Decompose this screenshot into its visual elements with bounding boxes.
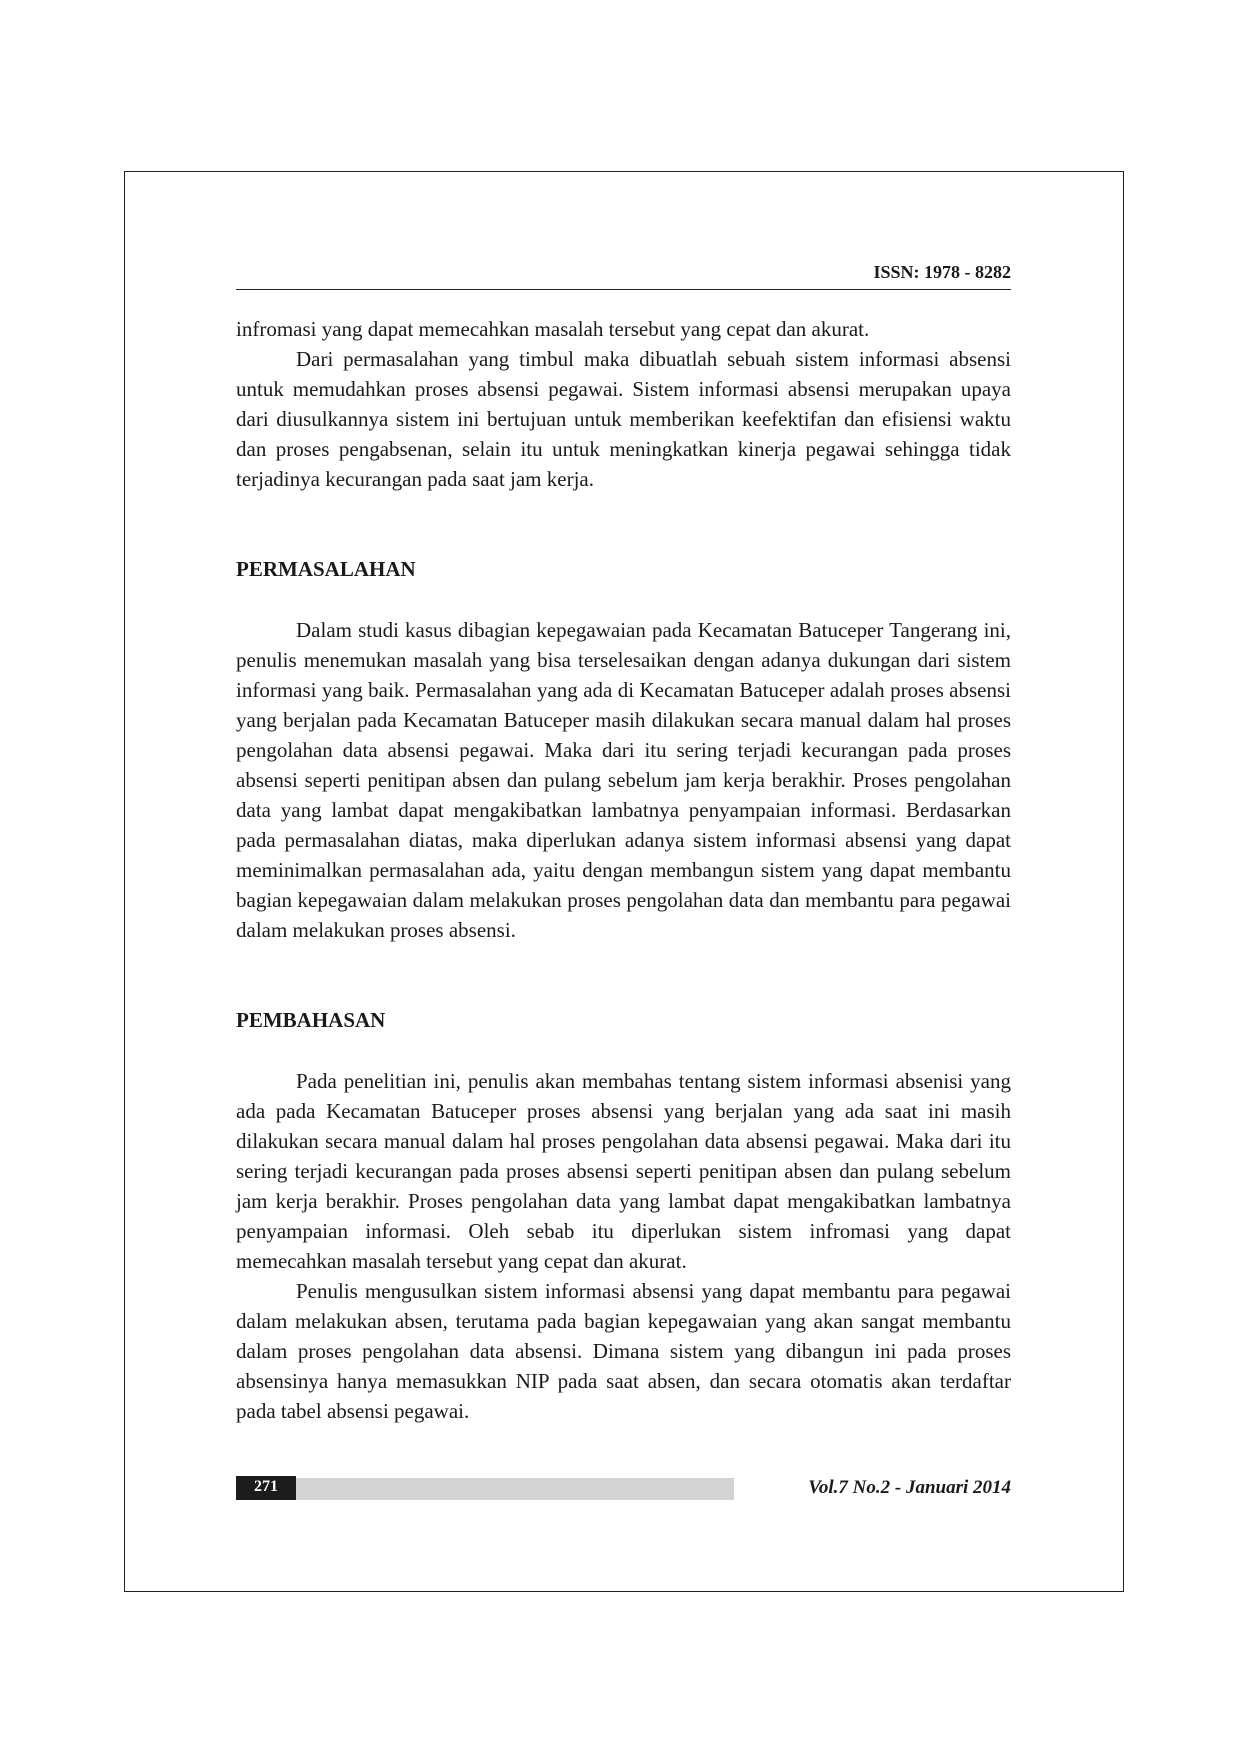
journal-volume: Vol.7 No.2 - Januari 2014 [808, 1477, 1011, 1498]
paragraph: infromasi yang dapat memecahkan masalah tersebut yang cepat dan akurat. [236, 317, 870, 341]
footer-bar [296, 1478, 734, 1500]
article-body [236, 314, 1011, 1426]
issn-header: ISSN: 1978 - 8282 [873, 262, 1011, 282]
paragraph: Penulis mengusulkan sistem informasi absensi yang dapat membantu para pegawai dalam melakukan absen, terutama pada bagian kepegawaian yang akan sangat membantu dalam proses pengolahan data absensi. Dimana sistem yang dibangun ini pada proses absensinya hanya memasukkan NIP pada saat absen, dan secara otomatis akan terdaftar pada tabel absensi pegawai. [236, 1279, 1011, 1423]
header-rule [236, 289, 1011, 290]
section-heading-pembahasan: PEMBAHASAN [236, 1008, 386, 1032]
section-heading-permasalahan: PERMASALAHAN [236, 557, 416, 581]
paragraph: Pada penelitian ini, penulis akan membahas tentang sistem informasi absenisi yang ada pada Kecamatan Batuceper proses absensi yang berjalan yang ada saat ini masih dilakukan secara manual dalam hal proses pengolahan data absensi pegawai. Maka dari itu sering terjadi kecurangan pada proses absensi seperti penitipan absen dan pulang sebelum jam kerja berakhir. Proses pengolahan data yang lambat dapat mengakibatkan lambatnya penyampaian informasi. Oleh sebab itu diperlukan sistem infromasi yang dapat memecahkan masalah tersebut yang cepat dan akurat. [236, 1069, 1011, 1273]
paragraph: Dari permasalahan yang timbul maka dibuatlah sebuah sistem informasi absensi untuk memudahkan proses absensi pegawai. Sistem informasi absensi merupakan upaya dari diusulkannya sistem ini bertujuan untuk memberikan keefektifan dan efisiensi waktu dan proses pengabsenan, selain itu untuk meningkatkan kinerja pegawai sehingga tidak terjadinya kecurangan pada saat jam kerja. [236, 347, 1011, 491]
page-number: 271 [236, 1476, 296, 1500]
page-footer [236, 1476, 1011, 1500]
paragraph: Dalam studi kasus dibagian kepegawaian pada Kecamatan Batuceper Tangerang ini, penulis menemukan masalah yang bisa terselesaikan dengan adanya dukungan dari sistem informasi yang baik. Permasalahan yang ada di Kecamatan Batuceper adalah proses absensi yang berjalan pada Kecamatan Batuceper masih dilakukan secara manual dalam hal proses pengolahan data absensi pegawai. Maka dari itu sering terjadi kecurangan pada proses absensi seperti penitipan absen dan pulang sebelum jam kerja berakhir. Proses pengolahan data yang lambat dapat mengakibatkan lambatnya penyampaian informasi. Berdasarkan pada permasalahan diatas, maka diperlukan adanya sistem informasi absensi yang dapat meminimalkan permasalahan ada, yaitu dengan membangun sistem yang dapat membantu bagian kepegawaian dalam melakukan proses pengolahan data dan membantu para pegawai dalam melakukan proses absensi. [236, 618, 1011, 942]
